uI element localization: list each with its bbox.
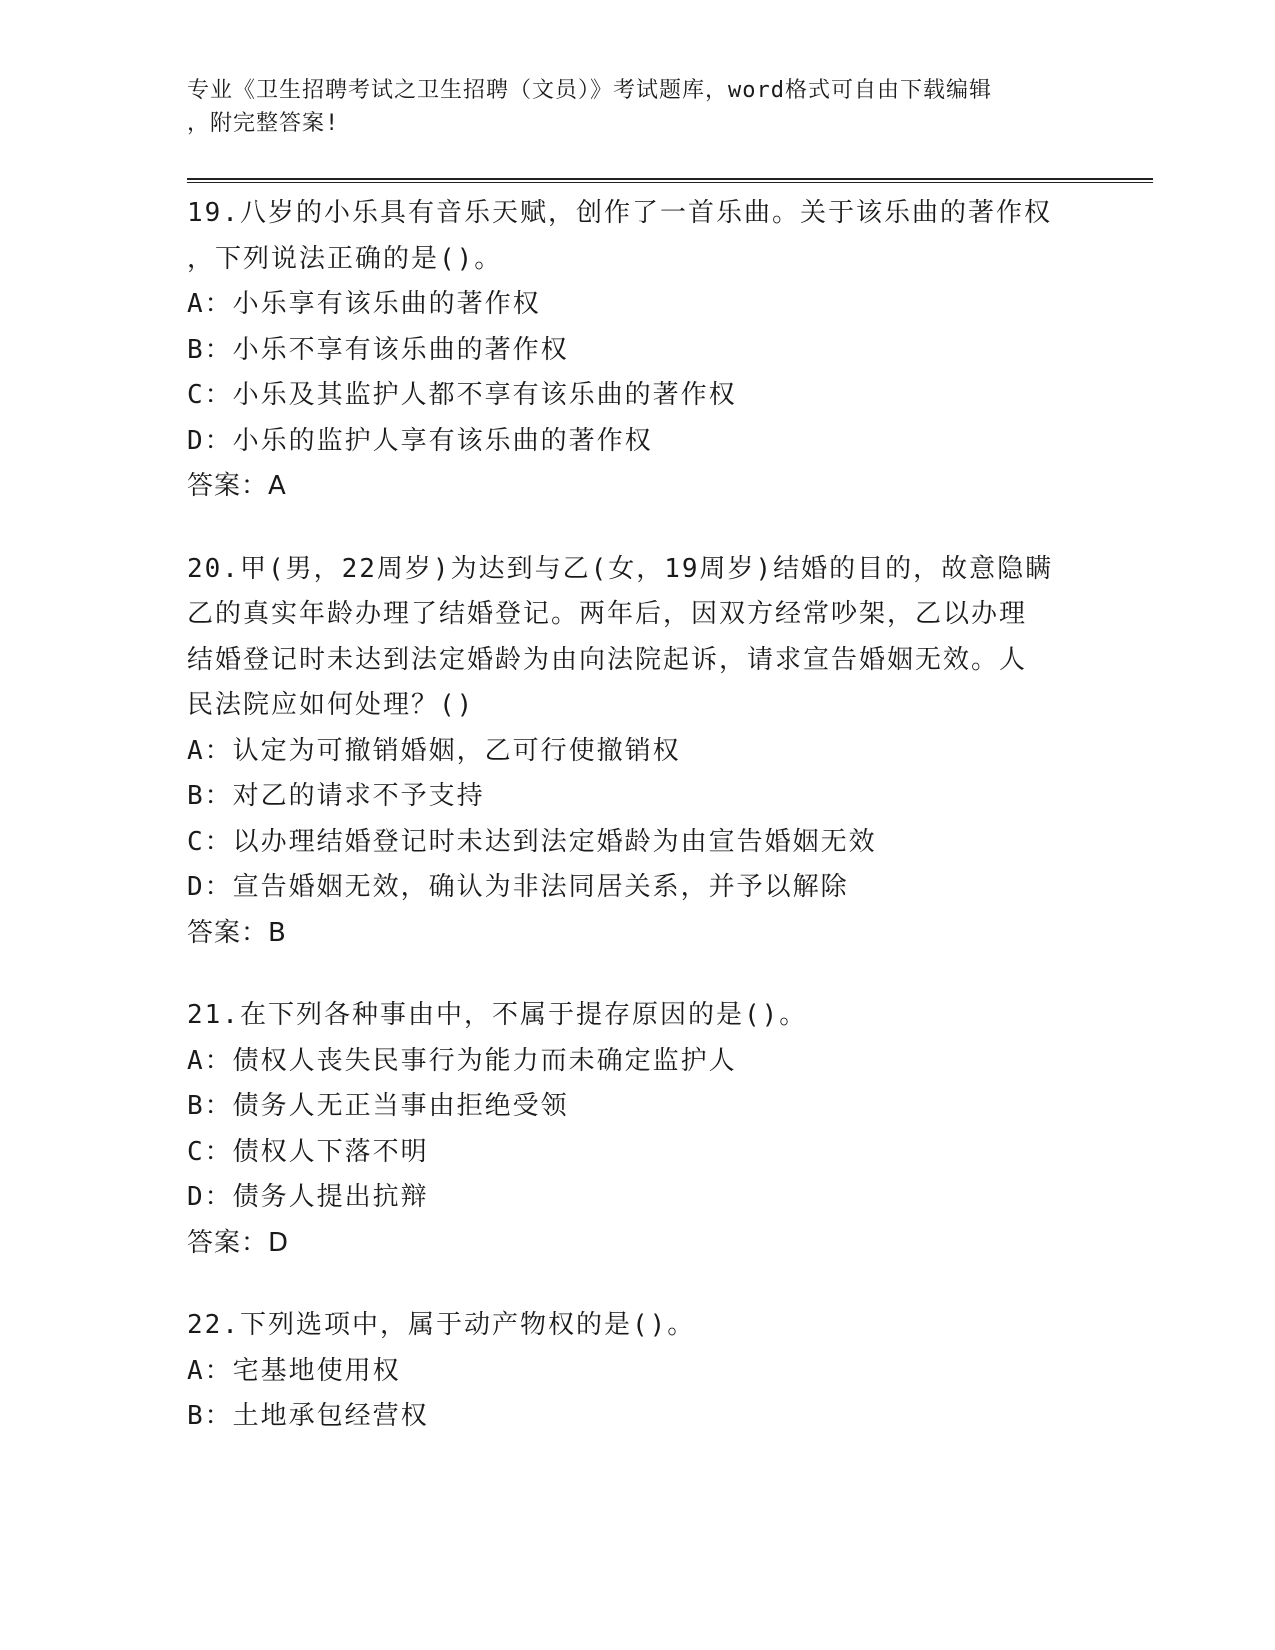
answer-line: 答案：D xyxy=(187,1227,290,1258)
question-stem-line: 结婚登记时未达到法定婚龄为由向法院起诉，请求宣告婚姻无效。人 xyxy=(187,644,1028,675)
question-19 xyxy=(187,191,1087,510)
option-a: A：债权人丧失民事行为能力而未确定监护人 xyxy=(187,1045,737,1076)
option-d: D：小乐的监护人享有该乐曲的著作权 xyxy=(187,425,653,456)
option-b: B：土地承包经营权 xyxy=(187,1401,429,1431)
option-d: D：宣告婚姻无效，确认为非法同居关系，并予以解除 xyxy=(187,872,849,902)
document-header xyxy=(187,74,1067,140)
question-21 xyxy=(187,993,1087,1266)
option-c: C：债权人下落不明 xyxy=(187,1136,429,1167)
question-22 xyxy=(187,1303,1087,1440)
answer-line: 答案：A xyxy=(187,471,287,501)
option-b: B：小乐不享有该乐曲的著作权 xyxy=(187,334,569,365)
option-a: A：小乐享有该乐曲的著作权 xyxy=(187,289,541,319)
option-d: D：债务人提出抗辩 xyxy=(187,1182,429,1212)
header-divider xyxy=(187,178,1153,183)
question-stem-line: 乙的真实年龄办理了结婚登记。两年后，因双方经常吵架，乙以办理 xyxy=(187,599,1028,629)
question-list xyxy=(187,191,1087,1477)
header-line-1: 专业《卫生招聘考试之卫生招聘（文员）》考试题库，word格式可自由下载编辑 xyxy=(187,78,992,103)
option-c: C：以办理结婚登记时未达到法定婚龄为由宣告婚姻无效 xyxy=(187,826,877,857)
option-c: C：小乐及其监护人都不享有该乐曲的著作权 xyxy=(187,380,737,410)
question-stem-line: 民法院应如何处理？() xyxy=(187,690,475,720)
option-b: B：债务人无正当事由拒绝受领 xyxy=(187,1091,569,1121)
question-stem-line: ，下列说法正确的是()。 xyxy=(187,243,503,274)
option-a: A：宅基地使用权 xyxy=(187,1355,401,1386)
option-a: A：认定为可撤销婚姻，乙可行使撤销权 xyxy=(187,735,681,766)
question-20 xyxy=(187,547,1087,957)
header-line-2: ，附完整答案! xyxy=(187,111,340,136)
option-b: B：对乙的请求不予支持 xyxy=(187,781,485,811)
question-stem-line: 22.下列选项中，属于动产物权的是()。 xyxy=(187,1310,696,1340)
question-stem-line: 21.在下列各种事由中，不属于提存原因的是()。 xyxy=(187,1000,808,1030)
answer-line: 答案：B xyxy=(187,917,287,948)
question-stem-line: 20.甲(男，22周岁)为达到与乙(女，19周岁)结婚的目的，故意隐瞒 xyxy=(187,553,1054,584)
question-stem-line: 19.八岁的小乐具有音乐天赋，创作了一首乐曲。关于该乐曲的著作权 xyxy=(187,198,1052,228)
